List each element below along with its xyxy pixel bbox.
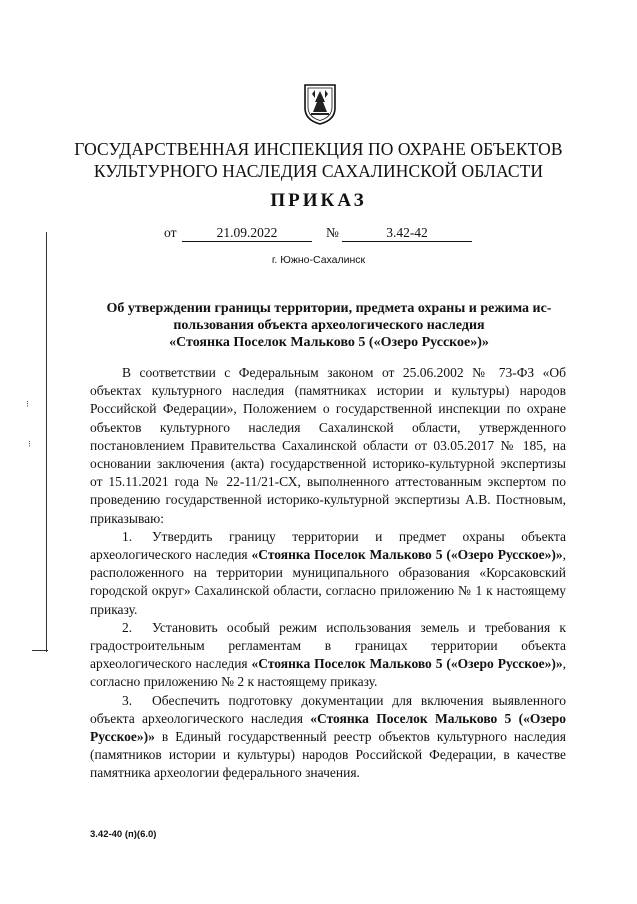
margin-scan-mark: ⁝ <box>28 440 31 450</box>
object-name: «Стоянка Поселок Мальково 5 («Озеро Русское»)» <box>90 710 566 745</box>
item-number: 2. <box>122 619 133 635</box>
organization-name <box>60 138 577 182</box>
object-name: «Стоянка Поселок Мальково 5 («Озеро Русское»)» <box>251 656 563 672</box>
order-item-2: 2. Установить особый режим использования земель и требования к градостроительным регламентам в границах территории объекта археологического наследия «Стоянка Поселок Мальково 5 («Озеро Русское»)», согласно приложению № 2 к настоящему приказу. <box>90 619 566 690</box>
order-title-line-1: Об утверждении границы территории, предмета охраны и режима ис- <box>106 301 552 316</box>
item-number: 3. <box>122 692 133 708</box>
order-body <box>90 364 566 783</box>
margin-scan-tick <box>32 650 48 651</box>
order-date: 21.09.2022 <box>182 225 312 242</box>
order-title <box>92 300 566 351</box>
order-item-1: 1. Утвердить границу территории и предмет охраны объекта археологического наследия «Стоянка Поселок Мальково 5 («Озеро Русское»)», расположенного на территории муниципального образования «Корсаковский городской округ» Сахалинской области, согласно приложению № 1 к настоящему приказу. <box>90 528 566 617</box>
object-name: «Стоянка Поселок Мальково 5 («Озеро Русское»)» <box>251 547 563 563</box>
margin-scan-line <box>46 232 47 652</box>
city-name: г. Южно-Сахалинск <box>271 254 366 266</box>
document-type: ПРИКАЗ <box>270 190 367 211</box>
coat-of-arms-icon <box>303 82 337 126</box>
order-number: 3.42-42 <box>342 225 472 242</box>
form-code: 3.42-40 (п)(6.0) <box>90 829 157 840</box>
order-title-line-3: «Стоянка Поселок Мальково 5 («Озеро Русское»)» <box>169 335 489 350</box>
order-item-3: 3. Обеспечить подготовку документации для включения выявленного объекта археологического наследия «Стоянка Поселок Мальково 5 («Озеро Русское»)» в Единый государственный реестр объектов культурного наследия (памятников истории и культуры) народов Российской Федерации, в качестве памятника археологии федерального значения. <box>90 692 566 781</box>
organization-name-line-1: ГОСУДАРСТВЕННАЯ ИНСПЕКЦИЯ ПО ОХРАНЕ ОБЪЕКТОВ <box>74 139 563 159</box>
number-label: № <box>326 225 339 240</box>
order-title-line-2: пользования объекта археологического наследия <box>173 318 485 333</box>
preamble-paragraph: В соответствии с Федеральным законом от 25.06.2002 № 73-ФЗ «Об объектах культурного наследия (памятниках истории и культуры) народов Российской Федерации», Положением о государственной инспекции по охране объектов культурного наследия Сахалинской области, утвержденного постановлением Правительства Сахалинской области от 03.05.2017 № 185, на основании заключения (акта) государственной историко-культурной экспертизы от 15.11.2021 года № 22-11/21-СХ, выполненного аттестованным экспертом по проведению государственной историко-культурной экспертизы А.В. Постновым, приказываю: <box>90 365 566 526</box>
margin-scan-mark: ⁝ <box>26 400 29 410</box>
date-label: от <box>164 225 177 240</box>
item-number: 1. <box>122 528 133 544</box>
organization-name-line-2: КУЛЬТУРНОГО НАСЛЕДИЯ САХАЛИНСКОЙ ОБЛАСТИ <box>93 161 544 181</box>
